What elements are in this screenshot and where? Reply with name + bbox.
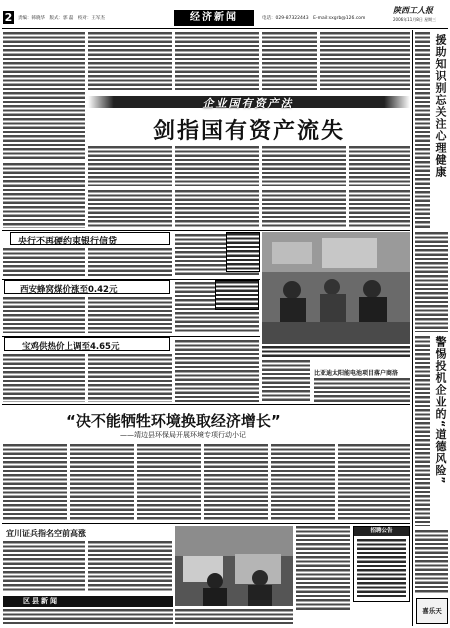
column-rule — [412, 30, 413, 626]
photo-caption — [262, 346, 410, 357]
right-title-3-box — [416, 598, 448, 624]
text-column — [3, 297, 85, 333]
text-column — [415, 232, 448, 332]
text-column — [3, 32, 85, 160]
editor-line: 责编：韩晓华 版式：郭 磊 校对：王军杰 — [18, 16, 105, 21]
gas-headline-box — [4, 337, 170, 351]
text-column — [415, 336, 430, 526]
text-column — [3, 609, 173, 625]
text-column — [175, 609, 293, 625]
text-column — [3, 541, 85, 591]
text-column — [338, 444, 410, 520]
env-subheadline: ——靖边县环保局开展环境专项行动小记 — [120, 431, 246, 439]
recruit-text — [357, 539, 406, 599]
feature-headline: 剑指国有资产流失 — [152, 119, 345, 144]
text-column — [175, 190, 259, 228]
env-headline: “决不能牺牲环境换取经济增长” — [66, 412, 281, 430]
text-column — [88, 146, 172, 186]
coal-headline-box — [4, 280, 170, 294]
text-column — [320, 32, 410, 92]
contact-line: 电话：029-87322443 E-mail:sxgrb@126.com — [262, 16, 366, 21]
text-column — [415, 530, 448, 594]
divider — [2, 230, 410, 231]
text-column — [415, 32, 430, 228]
text-column — [3, 444, 67, 520]
sidebar-box — [226, 232, 260, 272]
text-column — [3, 248, 85, 276]
county-news-label: 区县新闻 — [23, 597, 59, 605]
text-column — [88, 190, 172, 228]
sidebar-box — [215, 280, 259, 310]
text-column — [88, 354, 172, 402]
text-column — [271, 444, 335, 520]
text-column — [262, 190, 346, 228]
text-column — [175, 32, 259, 92]
coal-headline: 西安蜂窝煤价涨至0.42元 — [20, 285, 118, 295]
right-title-3: 喜乐天 — [422, 607, 442, 615]
header-rule — [2, 28, 448, 29]
paper-name: 陕西工人报 — [393, 6, 433, 15]
text-column — [349, 190, 410, 228]
text-column — [262, 360, 310, 402]
text-column — [175, 340, 259, 402]
section-title: 经济新闻 — [190, 12, 238, 23]
right-title-1: 援助知识别忘关注心理健康 — [434, 34, 447, 178]
date-line: 2006年11月8日 星期三 — [393, 17, 437, 22]
masthead — [0, 0, 450, 30]
text-column — [88, 297, 172, 333]
text-column — [262, 146, 346, 186]
text-column — [88, 32, 172, 92]
text-column — [204, 444, 268, 520]
office-photo — [175, 526, 293, 606]
page-number: 2 — [4, 11, 13, 24]
divider — [2, 404, 410, 405]
text-column — [296, 526, 350, 610]
text-column — [88, 541, 172, 591]
text-column — [262, 32, 317, 92]
county-news-bar — [3, 596, 173, 607]
text-column — [70, 444, 134, 520]
office-photo-image — [175, 526, 293, 606]
feature-banner — [88, 92, 410, 144]
divider — [2, 523, 410, 524]
text-column — [175, 146, 259, 186]
event-photo — [262, 232, 410, 344]
text-column — [3, 163, 85, 228]
right-title-2: 警惕投机企业的“道德风险” — [434, 336, 447, 485]
recruit-box — [353, 526, 410, 602]
text-column — [3, 354, 85, 402]
text-column — [137, 444, 201, 520]
event-photo-image — [262, 232, 410, 344]
feature-kicker: 企业国有资产法 — [202, 97, 294, 110]
section-title-box — [174, 10, 254, 26]
recruit-label: 招聘公告 — [354, 527, 409, 536]
text-column — [349, 146, 410, 186]
bank-headline: 央行不再硬约束银行信贷 — [18, 237, 118, 247]
county-headline: 宜川证兵指名空前高涨 — [6, 529, 86, 538]
bank-headline-box — [10, 232, 170, 245]
text-column — [88, 248, 172, 276]
text-column — [314, 378, 410, 402]
solar-headline: 比亚迪太阳能电池项目落户商洛 — [314, 370, 399, 377]
gas-headline: 宝鸡供热价上调至4.65元 — [22, 342, 120, 352]
